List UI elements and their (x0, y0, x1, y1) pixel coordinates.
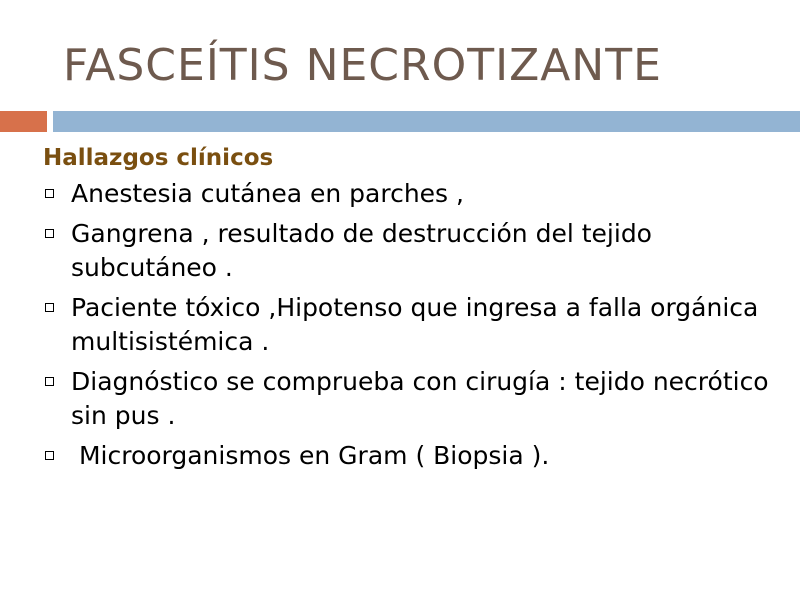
bullet-item (43, 217, 783, 285)
section-subheading: Hallazgos clínicos (43, 145, 274, 171)
bullet-text: Anestesia cutánea en parches , (71, 179, 464, 208)
bullet-item (43, 291, 783, 359)
title-accent-bar (0, 111, 47, 132)
bullet-item (43, 439, 783, 473)
square-bullet-icon (45, 377, 54, 386)
bullet-text: Gangrena , resultado de destrucción del tejido subcutáneo . (71, 219, 660, 282)
bullet-list (43, 177, 783, 473)
bullet-text: Diagnóstico se comprueba con cirugía : tejido necrótico sin pus . (71, 367, 777, 430)
square-bullet-icon (45, 303, 54, 312)
bullet-text: Paciente tóxico ,Hipotenso que ingresa a falla orgánica multisistémica . (71, 293, 767, 356)
slide-title: FASCEÍTIS NECROTIZANTE (63, 40, 662, 91)
square-bullet-icon (45, 229, 54, 238)
title-divider-bar (53, 111, 800, 132)
slide-content (43, 141, 783, 479)
bullet-text: Microorganismos en Gram ( Biopsia ). (71, 441, 550, 470)
square-bullet-icon (45, 451, 54, 460)
bullet-item (43, 365, 783, 433)
bullet-item (43, 177, 783, 211)
square-bullet-icon (45, 189, 54, 198)
